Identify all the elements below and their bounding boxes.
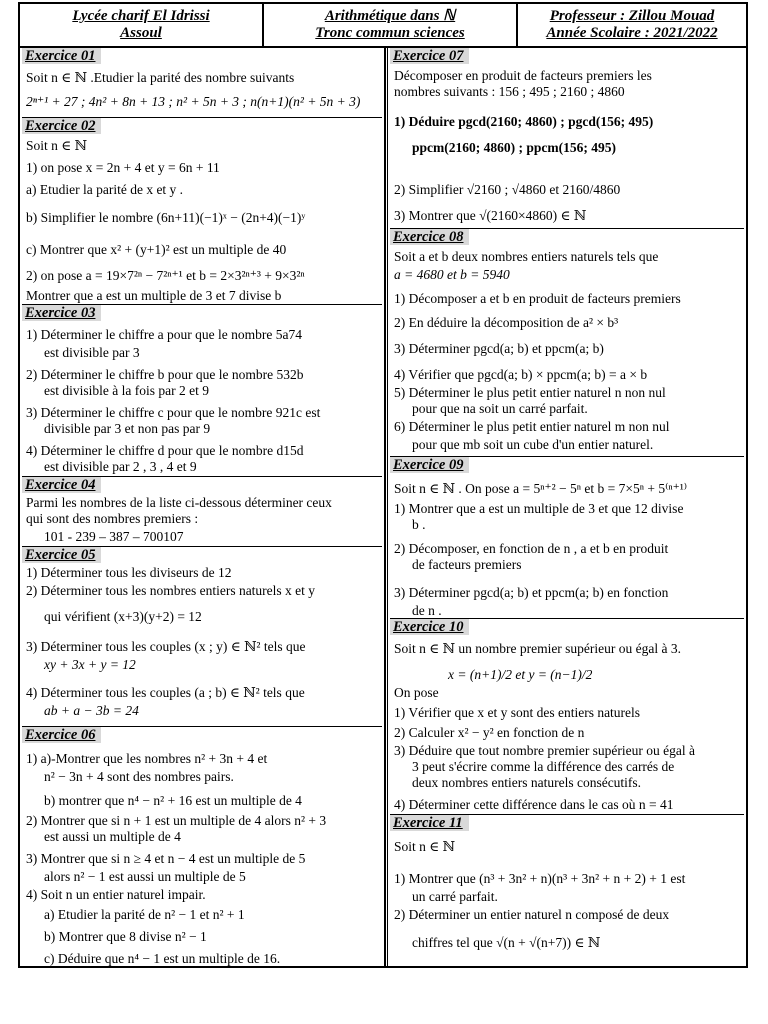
exercise-02 [22,117,382,303]
subject-title: Arithmétique dans ℕ [324,8,456,24]
exercise-10 [390,618,744,815]
exercise-05 [22,546,382,727]
exercise-line: 2) Simplifier √2160 ; √4860 et 2160/4860 [394,182,621,197]
exercise-line: Soit n ∈ ℕ .Etudier la parité des nombre suivants [26,70,295,85]
exercise-line: Décomposer en produit de facteurs premiers les [394,68,652,83]
exercise-line: b) montrer que n⁴ − n² + 16 est un multiple de 4 [44,793,302,808]
exercise-line: 4) Soit n un entier naturel impair. [26,887,206,902]
exercise-line: 1) on pose x = 2n + 4 et y = 6n + 11 [26,160,220,175]
exercise-line: c) Déduire que n⁴ − 1 est un multiple de 16. [44,951,281,966]
exercise-line: 3) Déterminer tous les couples (x ; y) ∈ ℕ² tels que [26,639,306,654]
exercise-line: ab + a − 3b = 24 [44,703,139,718]
exercise-line: 4) Déterminer cette différence dans le cas où n = 41 [394,797,674,812]
right-column [390,48,744,966]
exercise-line: 4) Déterminer le chiffre d pour que le nombre d15d [26,443,304,458]
exercise-11 [390,814,744,969]
exercise-line: 1) Déterminer tous les diviseurs de 12 [26,565,232,580]
exercise-line: 2) Déterminer tous les nombres entiers naturels x et y [26,583,316,598]
subject-cell [264,4,518,46]
header-table [20,4,746,48]
exercise-line: c) Montrer que x² + (y+1)² est un multiple de 40 [26,242,287,257]
exercise-line: un carré parfait. [412,889,498,904]
exercise-line: de facteurs premiers [412,557,522,572]
school-cell [20,4,264,46]
exercise-line: est aussi un multiple de 4 [44,829,181,844]
worksheet [18,2,748,968]
exercise-line: 1) Décomposer a et b en produit de facteurs premiers [394,291,681,306]
exercise-line: 2) En déduire la décomposition de a² × b³ [394,315,619,330]
exercise-line: 1) Vérifier que x et y sont des entiers naturels [394,705,641,720]
exercise-line: b . [412,517,426,532]
exercise-01 [22,48,382,116]
school-year: Année Scolaire : 2021/2022 [546,25,718,41]
exercise-03 [22,304,382,477]
exercise-line: xy + 3x + y = 12 [44,657,136,672]
exercise-line: 3) Montrer que si n ≥ 4 et n − 4 est un multiple de 5 [26,851,306,866]
exercise-line: chiffres tel que √(n + √(n+7)) ∈ ℕ [412,935,601,950]
exercise-09 [390,456,744,623]
exercise-title: Exercice 05 [22,547,101,563]
exercise-line: 2) Montrer que si n + 1 est un multiple de 4 alors n² + 3 [26,813,327,828]
exercise-07 [390,48,744,230]
exercise-line: 2) Calculer x² − y² en fonction de n [394,725,585,740]
exercise-line: a = 4680 et b = 5940 [394,267,510,282]
exercise-line: 3) Déterminer le chiffre c pour que le nombre 921c est [26,405,321,420]
exercise-line: 2) Déterminer le chiffre b pour que le nombre 532b [26,367,304,382]
exercise-title: Exercice 08 [390,229,469,245]
exercise-line: b) Montrer que 8 divise n² − 1 [44,929,207,944]
exercise-line: 1) a)-Montrer que les nombres n² + 3n + 4 et [26,751,268,766]
exercise-06 [22,726,382,969]
exercise-line: est divisible à la fois par 2 et 9 [44,383,209,398]
exercise-title: Exercice 01 [22,48,101,64]
exercise-title: Exercice 02 [22,118,101,134]
exercise-line: 1) Montrer que (n³ + 3n² + n)(n³ + 3n² + n + 2) + 1 est [394,871,686,886]
exercise-title: Exercice 03 [22,305,101,321]
exercise-title: Exercice 09 [390,457,469,473]
exercise-line: 1) Montrer que a est un multiple de 3 et que 12 divise [394,501,684,516]
exercise-line: nombres suivants : 156 ; 495 ; 2160 ; 4860 [394,84,625,99]
exercise-title: Exercice 06 [22,727,101,743]
subject-level: Tronc commun sciences [315,25,465,41]
exercise-line: 3) Déterminer pgcd(a; b) et ppcm(a; b) [394,341,604,356]
exercise-line: 3) Montrer que √(2160×4860) ∈ ℕ [394,208,587,223]
exercise-line: 1) Déterminer le chiffre a pour que le nombre 5a74 [26,327,303,342]
exercise-line: 3) Déduire que tout nombre premier supérieur ou égal à [394,743,696,758]
exercise-04 [22,476,382,547]
exercise-line: 6) Déterminer le plus petit entier naturel m non nul [394,419,670,434]
exercise-line: pour que mb soit un cube d'un entier naturel. [412,437,654,452]
exercise-line: a) Etudier la parité de n² − 1 et n² + 1 [44,907,245,922]
exercise-line: 4) Déterminer tous les couples (a ; b) ∈ ℕ² tels que [26,685,305,700]
exercise-line: 3) Déterminer pgcd(a; b) et ppcm(a; b) en fonction [394,585,669,600]
column-divider [384,48,388,966]
exercise-line: On pose [394,685,439,700]
exercise-line: de n . [412,603,442,618]
exercise-line: 2ⁿ⁺¹ + 27 ; 4n² + 8n + 13 ; n² + 5n + 3 ; n(n+1)(n² + 5n + 3) [26,94,361,109]
teacher-name: Professeur : Zillou Mouad [549,8,715,24]
exercise-line: pour que na soit un carré parfait. [412,401,588,416]
exercise-line: Soit n ∈ ℕ [394,839,455,854]
exercise-title: Exercice 04 [22,477,101,493]
exercise-line: Parmi les nombres de la liste ci-dessous déterminer ceux [26,495,332,510]
exercise-line: 4) Vérifier que pgcd(a; b) × ppcm(a; b) = a × b [394,367,648,382]
exercise-line: Soit a et b deux nombres entiers naturels tels que [394,249,659,264]
exercise-line: n² − 3n + 4 sont des nombres pairs. [44,769,234,784]
exercise-line: 2) Décomposer, en fonction de n , a et b en produit [394,541,669,556]
exercise-line: est divisible par 2 , 3 , 4 et 9 [44,459,197,474]
exercise-line: 1) Déduire pgcd(2160; 4860) ; pgcd(156; 495) [394,114,654,129]
exercise-title: Exercice 07 [390,48,469,64]
exercise-title: Exercice 11 [390,815,469,831]
exercise-line: deux nombres entiers naturels consécutifs. [412,775,642,790]
school-city: Assoul [120,25,162,41]
exercise-line: Soit n ∈ ℕ . On pose a = 5ⁿ⁺² − 5ⁿ et b = 7×5ⁿ + 5⁽ⁿ⁺¹⁾ [394,481,688,496]
exercise-line: qui vérifient (x+3)(y+2) = 12 [44,609,202,624]
teacher-cell [518,4,746,46]
exercise-line: divisible par 3 et non pas par 9 [44,421,211,436]
exercise-line: ppcm(2160; 4860) ; ppcm(156; 495) [412,140,616,155]
left-column [22,48,382,966]
exercise-line: a) Etudier la parité de x et y . [26,182,184,197]
exercise-line: 2) on pose a = 19×7²ⁿ − 7²ⁿ⁺¹ et b = 2×3²ⁿ⁺³ + 9×3²ⁿ [26,268,305,283]
exercise-line: x = (n+1)/2 et y = (n−1)/2 [448,667,593,682]
exercise-line: Soit n ∈ ℕ [26,138,87,153]
exercise-line: Montrer que a est un multiple de 3 et 7 divise b [26,288,282,303]
exercise-line: alors n² − 1 est aussi un multiple de 5 [44,869,246,884]
exercise-line: qui sont des nombres premiers : [26,511,199,526]
exercise-line: b) Simplifier le nombre (6n+11)(−1)ˣ − (2n+4)(−1)ʸ [26,210,306,225]
exercise-line: est divisible par 3 [44,345,140,360]
exercise-line: 3 peut s'écrire comme la différence des carrés de [412,759,675,774]
exercise-line: 101 - 239 – 387 – 700107 [44,529,184,544]
exercise-line: 5) Déterminer le plus petit entier naturel n non nul [394,385,666,400]
exercise-line: Soit n ∈ ℕ un nombre premier supérieur ou égal à 3. [394,641,682,656]
exercise-title: Exercice 10 [390,619,469,635]
exercise-08 [390,228,744,457]
school-name: Lycée charif El Idrissi [72,8,210,24]
exercise-line: 2) Déterminer un entier naturel n composé de deux [394,907,670,922]
